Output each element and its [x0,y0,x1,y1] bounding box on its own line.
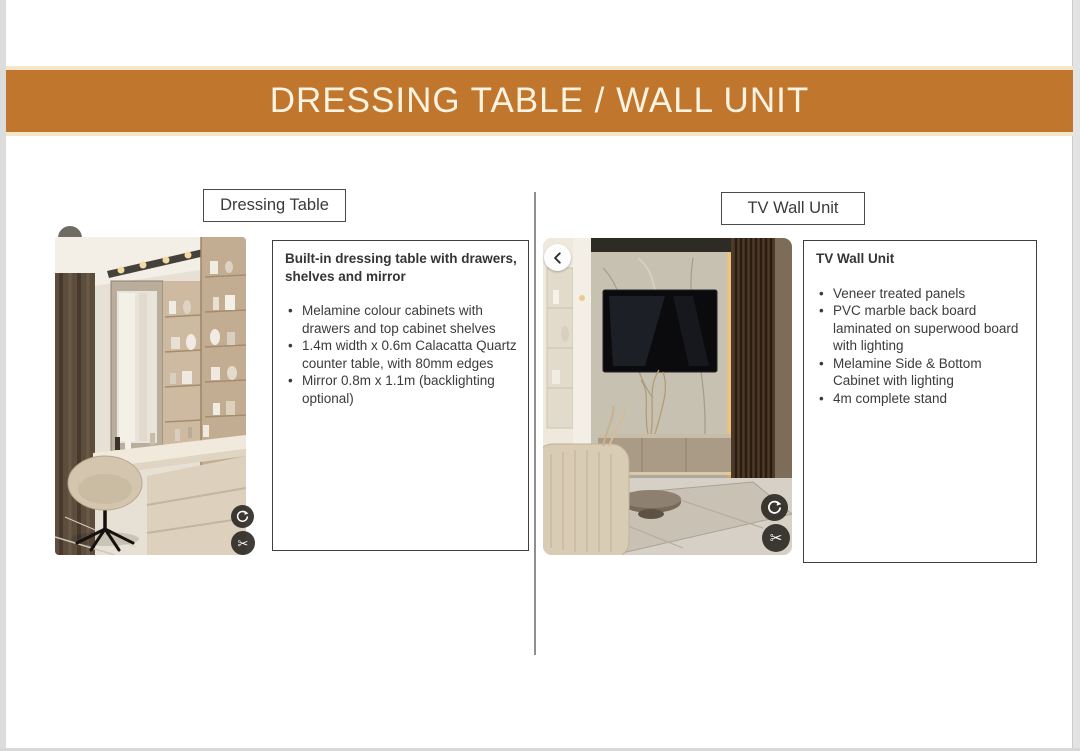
tv-wall-photo [543,238,792,555]
tv-wall-photo-art [543,238,792,555]
spec-bullet: • 4m complete stand [816,390,1026,408]
title-banner [6,66,1073,136]
page-edge-right [1072,0,1080,751]
spec-bullet: • PVC marble back board laminated on superwood board with lighting [816,302,1026,355]
back-chevron-button[interactable] [544,244,571,271]
regenerate-button[interactable] [231,505,254,528]
spec-bullet: • Melamine Side & Bottom Cabinet with lighting [816,355,1026,390]
scissors-icon: ✂ [237,535,249,551]
tv-wall-spec-box [803,240,1037,563]
dressing-table-spec-box [272,240,529,551]
spec-bullet: • 1.4m width x 0.6m Calacatta Quartz counter table, with 80mm edges [285,337,518,372]
dressing-table-label: Dressing Table [220,196,329,214]
tv-wall-unit-label: TV Wall Unit [747,199,839,217]
page-title: DRESSING TABLE / WALL UNIT [269,81,810,120]
tv-wall-unit-label-box [721,192,865,225]
refresh-icon [767,500,782,515]
dressing-table-spec-list [285,302,518,407]
tv-wall-spec-heading: TV Wall Unit [816,251,895,266]
dressing-table-photo-art [55,237,246,555]
title-banner-fill [6,70,1073,132]
crop-button[interactable] [231,531,255,555]
dressing-table-photo [55,237,246,555]
back-chevron-icon [551,251,565,265]
spec-bullet: • Melamine colour cabinets with drawers and top cabinet shelves [285,302,518,337]
vertical-divider [534,192,536,655]
spec-bullet: • Mirror 0.8m x 1.1m (backlighting optional) [285,372,518,407]
spec-bullet: • Veneer treated panels [816,285,1026,303]
dressing-table-label-box [203,189,346,222]
dressing-table-spec-heading: Built-in dressing table with drawers, shelves and mirror [285,251,517,284]
tv-wall-spec-list [816,285,1026,408]
crop-button[interactable] [762,524,790,552]
refresh-icon [236,510,249,523]
scissors-icon: ✂ [769,529,783,547]
regenerate-button[interactable] [761,494,788,521]
